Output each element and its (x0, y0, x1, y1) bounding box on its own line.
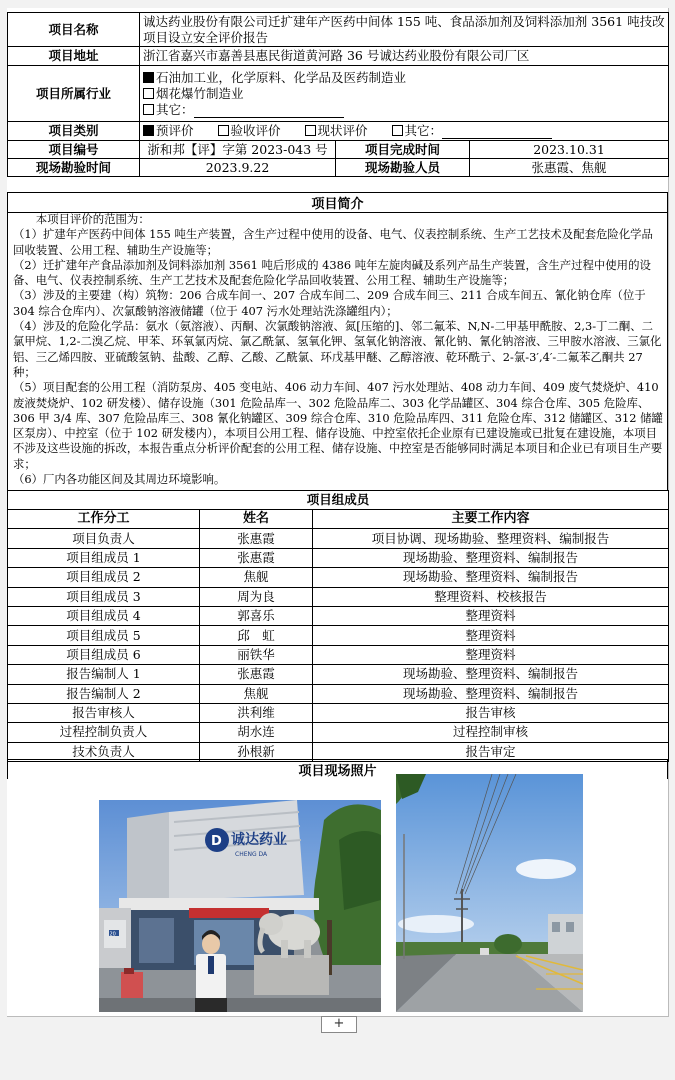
checked-box-icon (143, 125, 154, 136)
work-cell: 过程控制审核 (313, 723, 669, 742)
name-cell: 孙根新 (200, 742, 313, 761)
role-cell: 技术负责人 (8, 742, 200, 761)
project-number-value: 浙和邦【评】字第 2023-043 号 (140, 141, 336, 159)
sign-pinyin: CHENG DA (235, 851, 268, 858)
industry-option-other: 其它： (143, 102, 665, 118)
table-row (8, 645, 669, 664)
survey-time-value: 2023.9.22 (140, 159, 336, 177)
intro-paragraph: （3）涉及的主要建（构）筑物：206 合成车间一、207 合成车间二、209 合成车间三、211 合成车间五、氰化钠仓库（位于 304 综合仓库内）、次氯酸钠溶液储罐（位于 407 污水处理站洗涤罐组内）； (13, 288, 646, 318)
intro-paragraph: （2）迁扩建年产食品添加剂及饲料添加剂 3561 吨后形成的 4386 吨年左旋肉碱及系列产品生产装置，含生产过程中使用的设备、电气、仪表控制系统、生产工艺技术及配套危险化学品回收装置、公用工程、辅助生产设施等； (13, 257, 651, 288)
role-cell: 项目组成员 1 (8, 548, 200, 567)
intro-body (7, 211, 668, 491)
project-industry-options (140, 66, 669, 122)
survey-people-value: 张惠霞、焦舰 (470, 159, 669, 177)
role-cell: 项目负责人 (8, 529, 200, 548)
intro-paragraph: 本项目评价的范围为： (35, 212, 150, 226)
col-role-header: 工作分工 (8, 510, 200, 529)
checked-box-icon (143, 72, 154, 83)
type-option-pre: 预评价 (143, 123, 194, 138)
name-cell: 洪利维 (200, 703, 313, 722)
work-cell: 报告审定 (313, 742, 669, 761)
sign-text: 诚达药业 (231, 832, 287, 848)
work-cell: 报告审核 (313, 703, 669, 722)
work-cell: 现场勘验、整理资料、编制报告 (313, 684, 669, 703)
role-cell: 项目组成员 5 (8, 626, 200, 645)
name-cell: 胡水连 (200, 723, 313, 742)
survey-people-label: 现场勘验人员 (336, 159, 470, 177)
members-table (7, 490, 669, 762)
work-cell: 现场勘验、整理资料、编制报告 (313, 665, 669, 684)
project-info-table (7, 12, 669, 177)
project-industry-label: 项目所属行业 (8, 66, 140, 122)
name-cell: 焦舰 (200, 684, 313, 703)
table-row (8, 626, 669, 645)
intro-paragraph: （5）项目配套的公用工程（消防泵房、405 变电站、406 动力车间、407 污水处理站、408 动力车间、409 废气焚烧炉、410 废液焚烧炉、102 研发楼）、储存设施（301 危险品库一、302 危险品库二、303 化学品罐区、304 综合仓库、305 危险库、306 甲 3/4 库、307 危险品库三、308 氰化钠罐区、309 综合仓库、310 危险品库四、311 危险仓库、312 储罐区、312 储罐区泵房）、中控室（位于 102 研发楼内），本项目公用工程、储存设施、中控室依托企业原有已建设施或已批复在建设施，本项目不涉及这些设施的拆改，本报告重点分析评价配套的公用工程、储存设施、中控室是否能够同时满足本项目和企业已有项目生产要求； (13, 380, 663, 471)
work-cell: 整理资料 (313, 606, 669, 625)
building-number: 20 (109, 931, 116, 938)
type-option-acceptance: 验收评价 (218, 123, 281, 138)
col-work-header: 主要工作内容 (313, 510, 669, 529)
expand-button[interactable]: + (321, 1016, 357, 1033)
project-type-label: 项目类别 (8, 122, 140, 141)
intro-paragraph: （6）厂内各功能区间及其周边环境影响。 (13, 472, 226, 487)
role-cell: 过程控制负责人 (8, 723, 200, 742)
name-cell: 张惠霞 (200, 529, 313, 548)
name-cell: 丽铁华 (200, 645, 313, 664)
table-row (8, 723, 669, 742)
table-row (8, 684, 669, 703)
type-option-other: 其它： (392, 123, 553, 138)
project-address-label: 项目地址 (8, 47, 140, 66)
type-option-status: 现状评价 (305, 123, 368, 138)
finish-time-label: 项目完成时间 (336, 141, 470, 159)
members-heading: 项目组成员 (8, 491, 669, 510)
work-cell: 整理资料 (313, 626, 669, 645)
industry-option-chemical: 石油加工业，化学原料、化学品及医药制造业 (143, 70, 665, 86)
intro-paragraph: （4）涉及的危险化学品：氨水（氨溶液）、丙酮、次氯酸钠溶液、氮[压缩的]、邻二氟苯、N,N-二甲基甲酰胺、2,3-丁二酮、二氯甲烷、1,2-二溴乙烷、甲苯、环氧氯丙烷、氯乙酰氯、氢氧化钾、氢氧化钠溶液、氰化钠、氰化钠溶液、三甲胺水溶液、三氯化铝、三乙烯四胺、亚硫酸氢钠、盐酸、乙醇、乙酸、乙酰氯、环戊基甲醚、乙醇溶液、乾环酰亍、2-氯-3′,4′-二氟苯乙酮共 27 种； (13, 319, 662, 379)
table-row (8, 548, 669, 567)
project-type-options (140, 122, 669, 141)
survey-time-label: 现场勘验时间 (8, 159, 140, 177)
table-row (8, 606, 669, 625)
role-cell: 报告编制人 1 (8, 665, 200, 684)
intro-heading: 项目简介 (8, 193, 668, 213)
intro-paragraph: （1）扩建年产医药中间体 155 吨生产装置，含生产过程中使用的设备、电气、仪表控制系统、生产工艺技术及配套危险化学品回收装置、公用工程、辅助生产设施等； (13, 227, 653, 257)
intro-heading-table (7, 192, 668, 213)
road-photo-image (396, 774, 583, 1012)
unchecked-box-icon (143, 104, 154, 115)
name-cell: 焦舰 (200, 568, 313, 587)
name-cell: 张惠霞 (200, 665, 313, 684)
work-cell: 整理资料 (313, 645, 669, 664)
name-cell: 郭喜乐 (200, 606, 313, 625)
table-row (8, 703, 669, 722)
unchecked-box-icon (143, 88, 154, 99)
project-number-label: 项目编号 (8, 141, 140, 159)
unchecked-box-icon (305, 125, 316, 136)
table-row (8, 587, 669, 606)
col-name-header: 姓名 (200, 510, 313, 529)
name-cell: 张惠霞 (200, 548, 313, 567)
entrance-photo-image (99, 800, 381, 1012)
document-page (7, 8, 669, 1017)
role-cell: 项目组成员 2 (8, 568, 200, 587)
name-cell: 周为良 (200, 587, 313, 606)
unchecked-box-icon (392, 125, 403, 136)
work-cell: 整理资料、校核报告 (313, 587, 669, 606)
fill-in-line (442, 126, 552, 139)
work-cell: 现场勘验、整理资料、编制报告 (313, 568, 669, 587)
table-row (8, 529, 669, 548)
photo-company-entrance (99, 800, 381, 1012)
svg-text:D: D (211, 834, 222, 849)
role-cell: 项目组成员 6 (8, 645, 200, 664)
project-name-value: 诚达药业股份有限公司迁扩建年产医药中间体 155 吨、食品添加剂及饲料添加剂 3561 吨技改项目设立安全评价报告 (140, 13, 669, 47)
name-cell: 邱 虹 (200, 626, 313, 645)
photo-road-powerline (396, 774, 583, 1012)
table-row (8, 665, 669, 684)
project-name-label: 项目名称 (8, 13, 140, 47)
role-cell: 项目组成员 3 (8, 587, 200, 606)
fill-in-line (194, 105, 344, 118)
work-cell: 现场勘验、整理资料、编制报告 (313, 548, 669, 567)
industry-option-fireworks: 烟花爆竹制造业 (143, 86, 665, 102)
finish-time-value: 2023.10.31 (470, 141, 669, 159)
work-cell: 项目协调、现场勘验、整理资料、编制报告 (313, 529, 669, 548)
project-address-value: 浙江省嘉兴市嘉善县惠民街道黄河路 36 号诚达药业股份有限公司厂区 (140, 47, 669, 66)
photos-heading: 项目现场照片 (8, 760, 668, 780)
table-row (8, 568, 669, 587)
role-cell: 报告编制人 2 (8, 684, 200, 703)
unchecked-box-icon (218, 125, 229, 136)
role-cell: 项目组成员 4 (8, 606, 200, 625)
role-cell: 报告审核人 (8, 703, 200, 722)
